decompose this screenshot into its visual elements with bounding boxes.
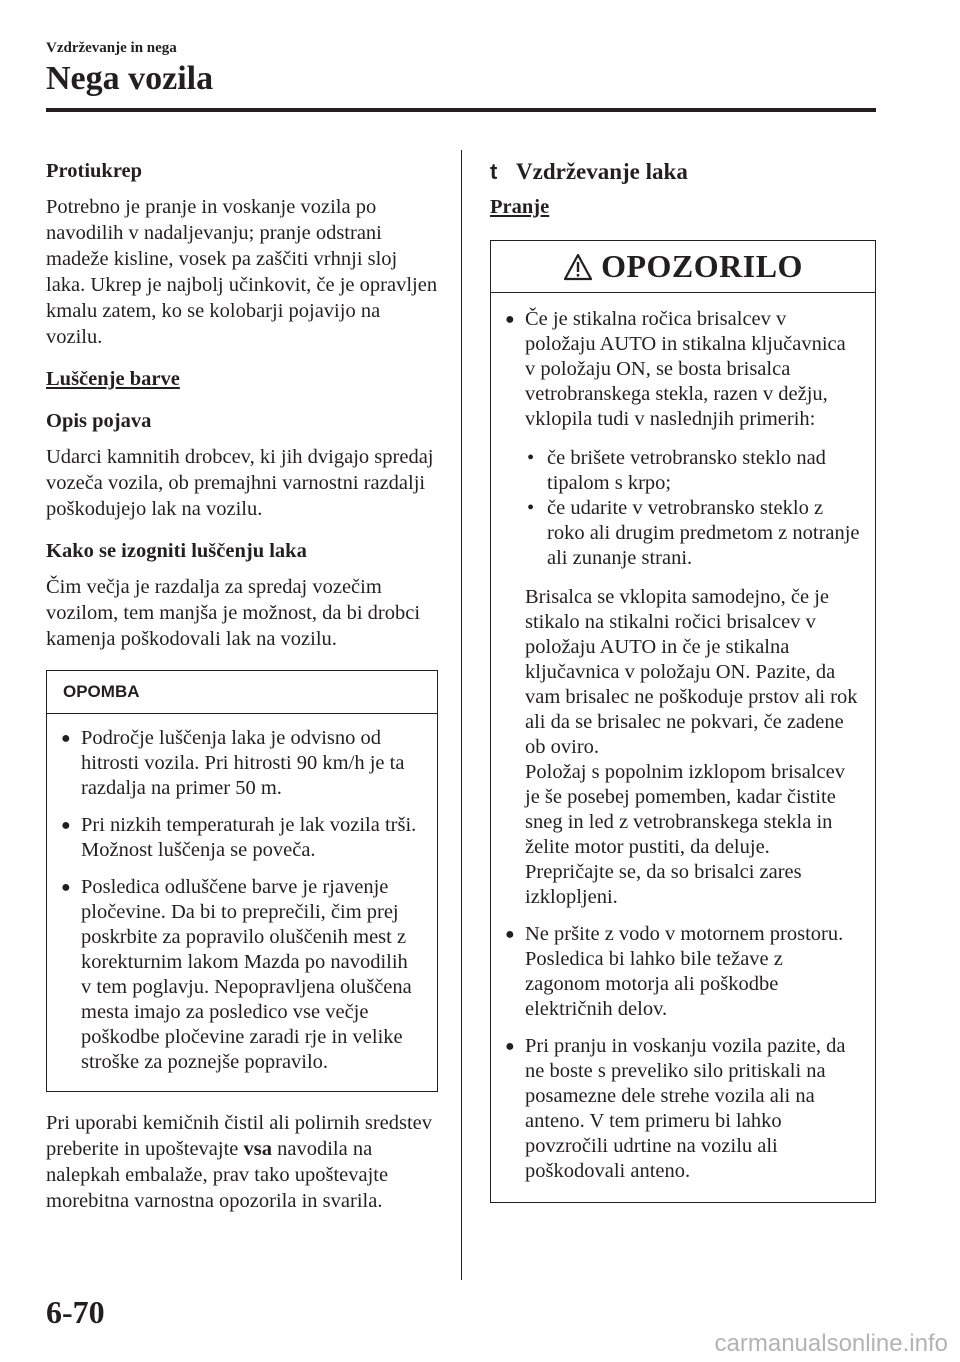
heading-opis-pojava: Opis pojava: [46, 410, 152, 432]
note-item: ● Pri nizkih temperaturah je lak vozila trši. Možnost luščenja se poveča.: [61, 814, 417, 861]
note-list: [61, 726, 423, 1075]
bullet-icon: ●: [505, 1038, 515, 1055]
heading-kako-se-izogniti: Kako se izogniti luščenju laka: [46, 540, 307, 562]
section-label: Vzdrževanje in nega: [46, 40, 177, 56]
page-number: 6-70: [46, 1294, 105, 1330]
warning-paragraph: Brisalca se vklopita samodejno, če je stikalo na stikalni ročici brisalcev v položaju AUTO in če je stikalna ključavnica v položaju ON. Pazite, da vam brisalec ne poškoduje prstov ali rok ali da se brisalec ne pokvari, če zadene ob oviro.: [525, 586, 858, 758]
warning-sublist: [525, 446, 861, 571]
warning-item: ● Če je stikalna ročica brisalcev v položaju AUTO in stikalna ključavnica v položaju ON, se bosta brisalca vetrobranskega stekla, razen v dežju, vklopila tudi v naslednjih primerih: • če brišete vetrobransko steklo nad tipalom s krpo; • če udarite v vetrobransko steklo z roko ali drugim predmetom z notranje ali zunanje strani. Brisalca se vklopita samodejno, če je stikalo na stikalni ročici brisalcev v položaju AUTO in če je stikalna ključavnica v položaju ON. Pazite, da vam brisalec ne poškoduje prstov ali rok ali da se brisalec ne pokvari, če zadene ob oviro. Položaj s popolnim izklopom brisalcev je še posebej pomemben, kadar čistite sneg in led z vetrobranskega stekla in želite motor pustiti, da deluje. Prepričajte se, da so brisalci zares izklopljeni.: [505, 308, 860, 908]
note-item: ● Posledica odluščene barve je rjavenje pločevine. Da bi to preprečili, čim prej poskrbite za popravilo oluščenih mest z korekturnim lakom Mazda po navodilih v tem poglavju. Nepopravljena oluščena mesta imajo za posledico vse večje poškodbe pločevine zaradi rje in velike stroške za poznejše popravilo.: [61, 876, 412, 1073]
note-divider: [47, 713, 437, 714]
note-title: OPOMBA: [63, 682, 140, 701]
section-marker-icon: t: [490, 159, 498, 184]
sub-bullet-icon: •: [527, 447, 535, 469]
warning-body: [491, 293, 875, 1202]
page-title: Nega vozila: [46, 60, 214, 97]
left-column: [46, 158, 438, 1214]
paragraph-chemicals: Pri uporabi kemičnih čistil ali polirnih sredstev preberite in upoštevajte vsa navodila na nalepkah embalaže, prav tako upoštevajte morebitna varnostna opozorila in svarila.: [46, 1112, 433, 1212]
note-item: ● Področje luščenja laka je odvisno od hitrosti vozila. Pri hitrosti 90 km/h je ta razdalja na primer 50 m.: [61, 727, 405, 799]
column-divider: [461, 150, 462, 1280]
warning-triangle-icon: [563, 253, 593, 281]
warning-box: [490, 240, 876, 1203]
watermark: carmanualsonline.info: [714, 1330, 948, 1357]
title-rule: [46, 108, 876, 112]
subheading-pranje: Pranje: [490, 196, 550, 218]
emphasis-vsa: vsa: [243, 1138, 273, 1160]
bullet-icon: ●: [61, 730, 71, 747]
warning-paragraph: Položaj s popolnim izklopom brisalcev je še posebej pomemben, kadar čistite sneg in led z vetrobranskega stekla in želite motor pustiti, da deluje. Prepričajte se, da so brisalci zares izklopljeni.: [525, 761, 845, 908]
bullet-icon: ●: [505, 926, 515, 943]
sub-bullet-icon: •: [527, 497, 535, 519]
section-heading-vzdrzevanje-laka: t Vzdrževanje laka: [490, 159, 688, 184]
heading-luscenje-barve: Luščenje barve: [46, 368, 180, 390]
warning-subitem: • če udarite v vetrobransko steklo z roko ali drugim predmetom z notranje ali zunanje strani.: [527, 497, 860, 569]
paragraph-opis-pojava: Udarci kamnitih drobcev, ki jih dvigajo spredaj vozeča vozila, ob premajhni varnostni razdalji poškodujejo lak na vozilu.: [46, 446, 434, 520]
warning-item: ● Ne pršite z vodo v motornem prostoru. Posledica bi lahko bile težave z zagonom motorja ali poškodbe električnih delov.: [505, 923, 844, 1020]
bullet-icon: ●: [61, 817, 71, 834]
warning-subitem: • če brišete vetrobransko steklo nad tipalom s krpo;: [527, 447, 826, 494]
warning-header: [491, 241, 875, 293]
right-column: [490, 158, 876, 1203]
heading-protiukrep: Protiukrep: [46, 160, 143, 182]
note-box: [46, 670, 438, 1092]
paragraph-protiukrep: Potrebno je pranje in voskanje vozila po navodilih v nadaljevanju; pranje odstrani madeže kisline, vosek pa zaščiti vrhnji sloj laka. Ukrep je najbolj učinkovit, če je opravljen kmalu zatem, ko se kolobarji pojavijo na vozilu.: [46, 196, 438, 348]
warning-list: [505, 307, 861, 1184]
paragraph-kako-se-izogniti: Čim večja je razdalja za spredaj vozečim vozilom, tem manjša je možnost, da bi drobci kamenja poškodovali lak na vozilu.: [46, 576, 421, 650]
warning-title: OPOZORILO: [601, 248, 803, 284]
bullet-icon: ●: [61, 879, 71, 896]
bullet-icon: ●: [505, 311, 515, 328]
warning-item: ● Pri pranju in voskanju vozila pazite, da ne boste s preveliko silo pritiskali na posamezne dele strehe vozila ali na anteno. V tem primeru bi lahko povzročili udrtine na vozilu ali poškodovali anteno.: [505, 1035, 846, 1182]
